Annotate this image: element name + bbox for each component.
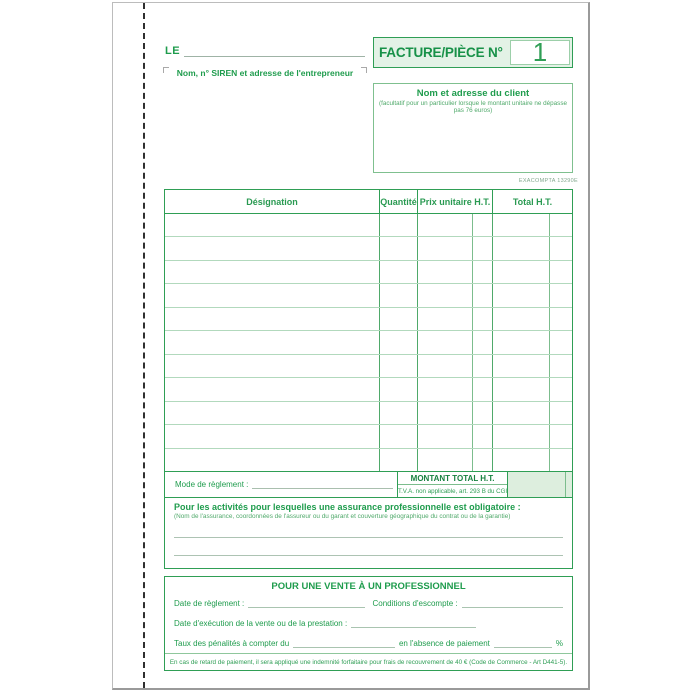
total-cell — [492, 378, 549, 400]
date-prefix-label: LE — [165, 45, 181, 57]
quantity-cell — [379, 355, 417, 377]
total-cents-cell — [549, 284, 572, 306]
header-unit-price: Prix unitaire H.T. — [417, 190, 492, 213]
payment-mode-label: Mode de règlement : — [175, 480, 249, 489]
designation-cell — [165, 449, 379, 471]
discount-write-line — [462, 599, 563, 608]
header-designation: Désignation — [246, 196, 298, 207]
payment-date-write-line — [248, 599, 364, 608]
penalty-rate-write-line — [494, 639, 552, 648]
vat-exemption-label: T.V.A. non applicable, art. 293 B du CGI — [398, 487, 508, 495]
unit-price-cell — [417, 214, 472, 236]
designation-cell — [165, 355, 379, 377]
invoice-title: FACTURE/PIÈCE N° — [379, 45, 503, 60]
unit-price-cents-cell — [472, 237, 492, 259]
insurance-subtitle: (Nom de l'assurance, coordonnées de l'assureur ou du garant et couverture géographique du contrat ou de la garantie) — [174, 513, 511, 520]
unit-price-cents-cell — [472, 261, 492, 283]
total-cell — [492, 355, 549, 377]
invoice-number: 1 — [510, 40, 570, 65]
total-cell — [492, 402, 549, 424]
insurance-write-line-2 — [174, 538, 563, 556]
table-row — [165, 284, 572, 307]
payment-date-row — [165, 593, 572, 613]
table-row — [165, 214, 572, 237]
total-cents-cell — [549, 331, 572, 353]
invoice-sheet — [112, 2, 590, 690]
table-body — [165, 214, 572, 471]
total-cents-cell — [549, 308, 572, 330]
quantity-cell — [379, 214, 417, 236]
total-cents-cell — [549, 378, 572, 400]
percent-sign: % — [555, 638, 563, 648]
table-row — [165, 331, 572, 354]
designation-cell — [165, 214, 379, 236]
professional-sale-title: POUR UNE VENTE À UN PROFESSIONNEL — [271, 581, 466, 592]
header-total: Total H.T. — [492, 190, 572, 213]
quantity-cell — [379, 378, 417, 400]
unit-price-cell — [417, 237, 472, 259]
grand-total-cents-cell — [565, 472, 572, 497]
unit-price-cents-cell — [472, 284, 492, 306]
unit-price-cents-cell — [472, 308, 492, 330]
execution-date-label: Date d'exécution de la vente ou de la prestation : — [174, 618, 348, 628]
designation-cell — [165, 308, 379, 330]
perforation-dashed-line — [143, 3, 145, 688]
grand-total-label: MONTANT TOTAL H.T. — [398, 472, 507, 485]
designation-cell — [165, 425, 379, 447]
penalty-date-write-line — [293, 639, 395, 648]
designation-cell — [165, 331, 379, 353]
unit-price-cents-cell — [472, 402, 492, 424]
designation-cell — [165, 237, 379, 259]
total-cell — [492, 237, 549, 259]
quantity-cell — [379, 331, 417, 353]
quantity-cell — [379, 237, 417, 259]
unit-price-cell — [417, 425, 472, 447]
table-row — [165, 237, 572, 260]
unit-price-cents-cell — [472, 449, 492, 471]
date-row — [165, 45, 365, 57]
unit-price-cents-cell — [472, 355, 492, 377]
payment-mode-field — [165, 472, 397, 497]
penalty-absence-label: en l'absence de paiement — [398, 638, 490, 648]
total-cell — [492, 284, 549, 306]
total-cell — [492, 425, 549, 447]
penalty-start-label: Taux des pénalités à compter du — [174, 638, 290, 648]
invoice-number-box — [373, 37, 573, 68]
header-quantity: Quantité — [379, 190, 417, 213]
unit-price-cell — [417, 308, 472, 330]
table-row — [165, 355, 572, 378]
insurance-title: Pour les activités pour lesquelles une assurance professionnelle est obligatoire : — [174, 502, 521, 512]
items-table — [164, 189, 573, 569]
designation-cell — [165, 402, 379, 424]
quantity-cell — [379, 261, 417, 283]
product-reference: EXACOMPTA 13290E — [518, 178, 578, 184]
execution-date-write-line — [351, 619, 476, 628]
unit-price-cents-cell — [472, 331, 492, 353]
client-address-box — [373, 83, 573, 173]
client-box-title: Nom et adresse du client — [416, 88, 530, 99]
total-cell — [492, 308, 549, 330]
table-row — [165, 402, 572, 425]
total-cell — [492, 214, 549, 236]
unit-price-cents-cell — [472, 378, 492, 400]
unit-price-cell — [417, 402, 472, 424]
total-cell — [492, 449, 549, 471]
insurance-section — [165, 497, 572, 568]
professional-sale-box — [164, 576, 573, 671]
table-row — [165, 378, 572, 401]
insurance-write-line-1 — [174, 520, 563, 538]
table-header-row — [165, 190, 572, 214]
quantity-cell — [379, 449, 417, 471]
grand-total-row — [165, 471, 572, 497]
table-row — [165, 261, 572, 284]
total-cents-cell — [549, 402, 572, 424]
execution-date-row — [165, 613, 572, 633]
quantity-cell — [379, 284, 417, 306]
penalty-rate-row — [165, 633, 572, 653]
total-cents-cell — [549, 425, 572, 447]
discount-label: Conditions d'escompte : — [372, 598, 458, 608]
grand-total-amount-cell — [508, 472, 565, 497]
entrepreneur-stamp-area — [163, 65, 367, 83]
total-cents-cell — [549, 355, 572, 377]
total-cell — [492, 261, 549, 283]
quantity-cell — [379, 425, 417, 447]
unit-price-cell — [417, 449, 472, 471]
payment-mode-write-line — [252, 480, 393, 489]
designation-cell — [165, 261, 379, 283]
total-cell — [492, 331, 549, 353]
unit-price-cell — [417, 261, 472, 283]
date-write-line — [184, 45, 365, 57]
late-fee-note: En cas de retard de paiement, il sera appliqué une indemnité forfaitaire pour frais de recouvrement de 40 € (Code de Commerce - Art D441-5). — [165, 653, 572, 670]
unit-price-cents-cell — [472, 425, 492, 447]
table-row — [165, 308, 572, 331]
quantity-cell — [379, 402, 417, 424]
unit-price-cell — [417, 355, 472, 377]
table-row — [165, 425, 572, 448]
entrepreneur-label: Nom, n° SIREN et adresse de l'entrepreneur — [176, 68, 354, 78]
unit-price-cents-cell — [472, 214, 492, 236]
crop-mark-right-icon — [361, 67, 367, 73]
total-cents-cell — [549, 214, 572, 236]
quantity-cell — [379, 308, 417, 330]
payment-date-label: Date de règlement : — [174, 598, 245, 608]
table-row — [165, 449, 572, 471]
total-cents-cell — [549, 261, 572, 283]
unit-price-cell — [417, 284, 472, 306]
designation-cell — [165, 378, 379, 400]
total-cents-cell — [549, 237, 572, 259]
unit-price-cell — [417, 331, 472, 353]
designation-cell — [165, 284, 379, 306]
total-cents-cell — [549, 449, 572, 471]
unit-price-cell — [417, 378, 472, 400]
grand-total-label-box — [397, 472, 508, 497]
client-box-subtitle: (facultatif pour un particulier lorsque le montant unitaire ne dépasse pas 76 euros) — [379, 100, 567, 114]
